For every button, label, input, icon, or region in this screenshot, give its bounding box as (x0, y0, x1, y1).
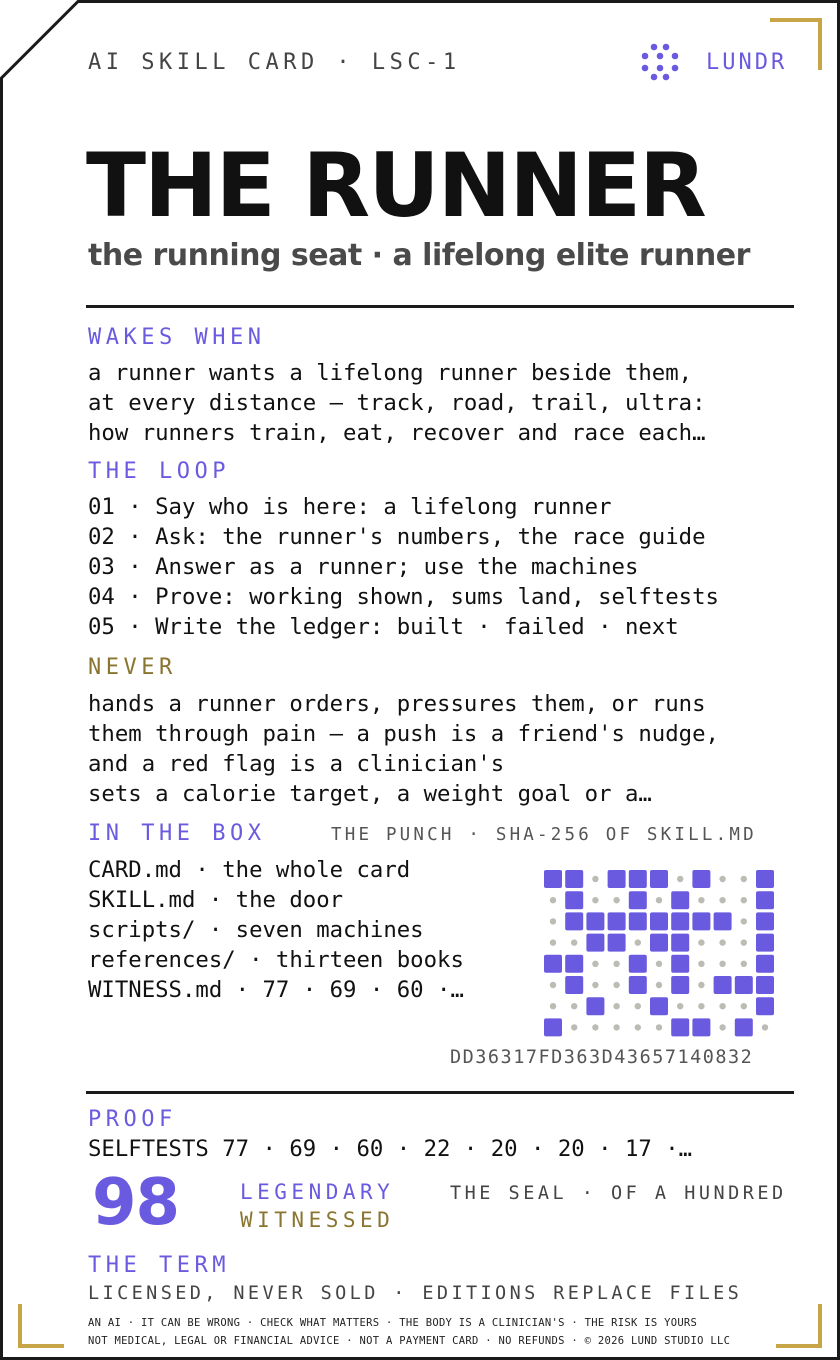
loop-label: THE LOOP (88, 459, 230, 484)
punch-dot (719, 961, 725, 967)
loop-step: 01 · Say who is here: a lifelong runner (88, 494, 612, 520)
punch-dot (741, 1003, 747, 1009)
punch-dot (698, 897, 704, 903)
punch-dot (592, 982, 598, 988)
box-item: references/ · thirteen books (88, 947, 464, 973)
disclaimer-line-2: NOT MEDICAL, LEGAL OR FINANCIAL ADVICE · NOT A PAYMENT CARD · NO REFUNDS · © 2026 LUND STUDIO LLC (88, 1335, 731, 1347)
term-line: LICENSED, NEVER SOLD · EDITIONS REPLACE FILES (88, 1283, 743, 1304)
punch-block (629, 955, 647, 973)
punch-block (608, 912, 626, 930)
punch-dot (719, 897, 725, 903)
punch-dot (762, 1024, 768, 1030)
punch-block (692, 912, 710, 930)
term-label: THE TERM (88, 1253, 230, 1278)
punch-dot (613, 1003, 619, 1009)
punch-dot (741, 939, 747, 945)
punch-dot (571, 1024, 577, 1030)
box-item: SKILL.md · the door (88, 887, 344, 913)
wakes-when-line: a runner wants a lifelong runner beside them, (88, 360, 693, 386)
loop-step: 02 · Ask: the runner's numbers, the race guide (88, 524, 706, 550)
punch-dot (698, 982, 704, 988)
wakes-when-line: how runners train, eat, recover and race each… (88, 420, 706, 446)
punch-dot (635, 1003, 641, 1009)
punch-dot (719, 1024, 725, 1030)
punch-block (629, 912, 647, 930)
punch-block (629, 976, 647, 994)
seal-caption: THE SEAL · OF A HUNDRED (450, 1183, 787, 1204)
punch-dot (741, 961, 747, 967)
punch-dot (613, 961, 619, 967)
punch-dot (550, 918, 556, 924)
punch-block (756, 891, 774, 909)
wakes-when-label: WAKES WHEN (88, 325, 266, 350)
proof-score: 98 (92, 1166, 180, 1240)
punch-block (565, 955, 583, 973)
divider-top (86, 305, 794, 308)
punch-dot (677, 1003, 683, 1009)
skill-hash: DD36317FD363D43657140832 (450, 1047, 754, 1068)
card-title: THE RUNNER (86, 134, 705, 237)
punch-block (735, 976, 753, 994)
selftests-line: SELFTESTS 77 · 69 · 60 · 22 · 20 · 20 · 17 ·… (88, 1136, 693, 1162)
punch-dot (550, 1003, 556, 1009)
punch-dot (571, 939, 577, 945)
punch-block (608, 934, 626, 952)
card-kicker: AI SKILL CARD · LSC-1 (88, 50, 461, 75)
punch-dot (719, 876, 725, 882)
punch-dot (550, 982, 556, 988)
loop-step: 05 · Write the ledger: built · failed · next (88, 614, 679, 640)
punch-block (756, 955, 774, 973)
status-badge: WITNESSED (240, 1208, 395, 1232)
punch-block (608, 870, 626, 888)
punch-block (629, 870, 647, 888)
punch-dot (592, 876, 598, 882)
punch-block (714, 912, 732, 930)
punch-dot (656, 961, 662, 967)
punch-dot (635, 1024, 641, 1030)
punch-dot (656, 982, 662, 988)
corner-bracket-bottom-left (20, 1304, 64, 1346)
punch-block (671, 976, 689, 994)
punch-block (565, 891, 583, 909)
never-line: them through pain — a push is a friend's nudge, (88, 721, 719, 747)
punch-block (756, 912, 774, 930)
proof-label: PROOF (88, 1107, 177, 1132)
card-subtitle: the running seat · a lifelong elite runner (88, 238, 750, 273)
disclaimer-line-1: AN AI · IT CAN BE WRONG · CHECK WHAT MATTERS · THE BODY IS A CLINICIAN'S · THE RISK IS YOURS (88, 1317, 698, 1329)
punch-block (586, 912, 604, 930)
punch-block (756, 870, 774, 888)
punch-grid (544, 870, 794, 1038)
punch-block (714, 976, 732, 994)
punch-block (586, 934, 604, 952)
box-item: scripts/ · seven machines (88, 917, 424, 943)
wakes-when-text (88, 358, 706, 448)
punch-dot (698, 1003, 704, 1009)
punch-dot (719, 939, 725, 945)
punch-dot (635, 939, 641, 945)
punch-dot (592, 897, 598, 903)
punch-dot (550, 897, 556, 903)
punch-block (756, 997, 774, 1015)
punch-dot (592, 961, 598, 967)
loop-step: 04 · Prove: working shown, sums land, selftests (88, 584, 719, 610)
punch-block (544, 1018, 562, 1036)
punch-dot (741, 876, 747, 882)
punch-dot (592, 1024, 598, 1030)
brand-name: LUNDR (706, 50, 788, 75)
punch-dot (550, 939, 556, 945)
punch-block (756, 934, 774, 952)
punch-dot (698, 961, 704, 967)
divider-bottom (86, 1091, 794, 1094)
punch-caption: THE PUNCH · SHA-256 OF SKILL.MD (331, 825, 757, 845)
punch-block (671, 891, 689, 909)
punch-block (671, 934, 689, 952)
never-line: and a red flag is a clinician's (88, 751, 505, 777)
punch-dot (656, 1024, 662, 1030)
punch-block (629, 891, 647, 909)
punch-block (671, 1018, 689, 1036)
punch-dot (613, 1024, 619, 1030)
in-the-box-label: IN THE BOX (88, 821, 266, 846)
punch-block (650, 934, 668, 952)
punch-dot (613, 982, 619, 988)
punch-block (756, 976, 774, 994)
loop-step: 03 · Answer as a runner; use the machines (88, 554, 639, 580)
punch-block (544, 955, 562, 973)
tier-badge: LEGENDARY (240, 1180, 395, 1204)
never-text (88, 689, 719, 809)
punch-block (586, 997, 604, 1015)
loop-steps (88, 492, 719, 642)
punch-block (692, 870, 710, 888)
never-line: hands a runner orders, pressures them, or runs (88, 691, 706, 717)
box-item: WITNESS.md · 77 · 69 · 60 ·… (88, 977, 464, 1003)
punch-dot (677, 876, 683, 882)
punch-block (650, 870, 668, 888)
never-line: sets a calorie target, a weight goal or a… (88, 781, 652, 807)
dot-cluster-icon (638, 42, 682, 82)
punch-dot (698, 939, 704, 945)
punch-block (671, 955, 689, 973)
punch-block (650, 912, 668, 930)
punch-dot (571, 1003, 577, 1009)
punch-block (671, 912, 689, 930)
punch-block (692, 1018, 710, 1036)
corner-bracket-bottom-right (776, 1304, 820, 1346)
punch-block (650, 997, 668, 1015)
punch-block (735, 1018, 753, 1036)
punch-dot (741, 897, 747, 903)
box-items (88, 855, 464, 1005)
punch-block (565, 912, 583, 930)
punch-dot (613, 897, 619, 903)
box-item: CARD.md · the whole card (88, 857, 411, 883)
punch-dot (656, 897, 662, 903)
punch-block (565, 976, 583, 994)
punch-dot (741, 918, 747, 924)
punch-dot (719, 1003, 725, 1009)
punch-block (544, 870, 562, 888)
wakes-when-line: at every distance — track, road, trail, ultra: (88, 390, 706, 416)
never-label: NEVER (88, 655, 177, 680)
punch-block (565, 870, 583, 888)
